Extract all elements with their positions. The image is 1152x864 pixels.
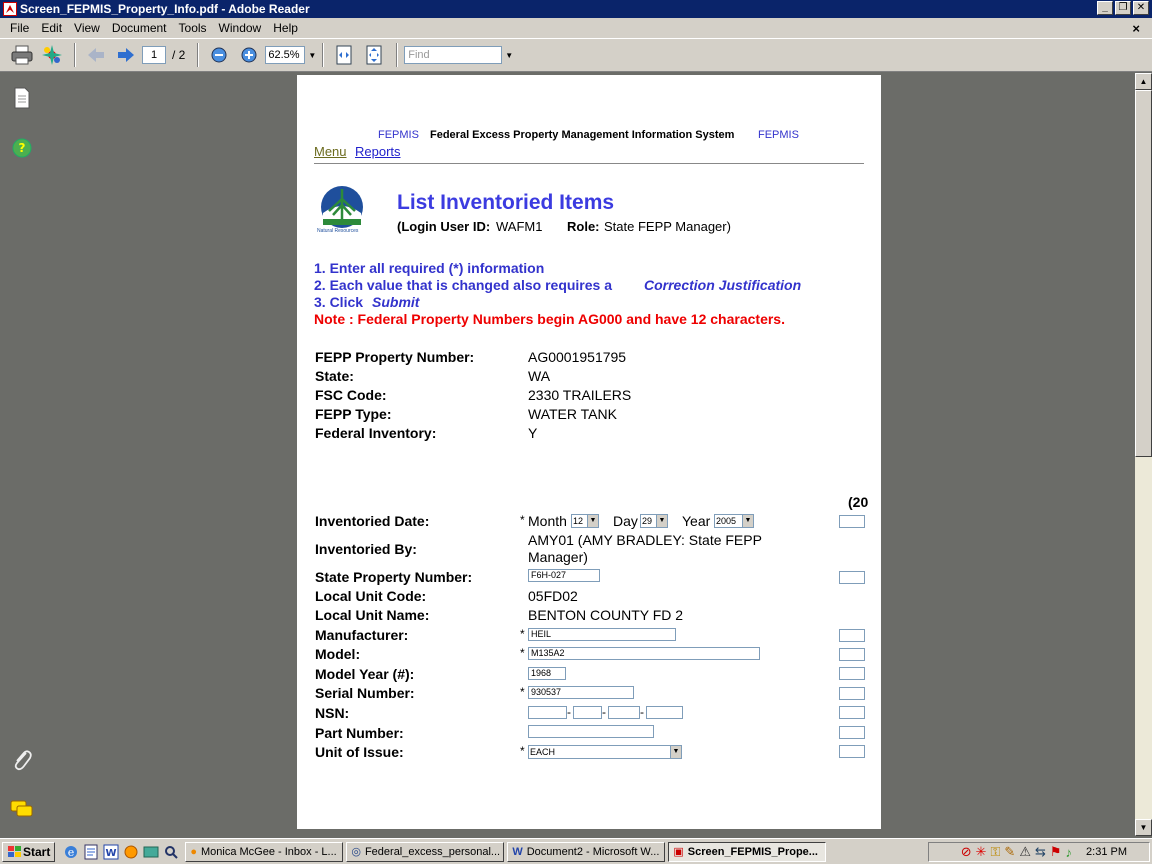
- warning-icon[interactable]: ⚠: [1019, 844, 1031, 859]
- internet-explorer-icon[interactable]: [63, 844, 79, 860]
- nsn-separator: -: [567, 705, 571, 719]
- nsn-input-3[interactable]: [608, 706, 640, 719]
- header-divider: [314, 163, 864, 164]
- arrow-left-icon: [86, 46, 106, 64]
- dropdown-arrow-icon: ▼: [587, 515, 598, 527]
- model-year-input[interactable]: 1968: [528, 667, 566, 680]
- correction-field[interactable]: [839, 648, 865, 661]
- task-word[interactable]: [507, 842, 665, 862]
- fit-page-icon: [365, 45, 383, 65]
- close-button[interactable]: ✕: [1133, 1, 1149, 15]
- correction-field[interactable]: [839, 706, 865, 719]
- svg-text:W: W: [105, 847, 117, 859]
- model-input[interactable]: M135A2: [528, 647, 760, 660]
- pencil-icon[interactable]: ✎: [1004, 844, 1016, 859]
- role-value: State FEPP Manager): [604, 219, 731, 234]
- windows-logo-icon: [7, 845, 23, 859]
- print-button[interactable]: [8, 42, 36, 68]
- restore-button[interactable]: ❐: [1115, 1, 1131, 15]
- login-value: WAFM1: [496, 219, 543, 234]
- svg-text:e: e: [68, 845, 75, 859]
- month-label: Month: [528, 513, 567, 529]
- volume-icon[interactable]: ♪: [1065, 844, 1073, 860]
- instruction-2-emphasis: Correction Justification: [644, 277, 802, 293]
- dropdown-arrow-icon: ▼: [656, 515, 667, 527]
- correction-field[interactable]: [839, 745, 865, 758]
- fit-width-icon: [335, 45, 353, 65]
- state-property-label: State Property Number:: [315, 569, 473, 585]
- info-value-fepp-type: WATER TANK: [528, 406, 617, 422]
- correction-field[interactable]: [839, 629, 865, 642]
- page-total: / 2: [172, 48, 186, 62]
- correction-field[interactable]: [839, 667, 865, 680]
- required-asterisk: *: [520, 627, 525, 641]
- app-icon[interactable]: [123, 844, 139, 860]
- page-title: List Inventoried Items: [397, 191, 615, 214]
- login-label: (Login User ID:: [397, 219, 491, 234]
- zoom-in-button[interactable]: [235, 42, 263, 68]
- serial-number-label: Serial Number:: [315, 685, 415, 701]
- find-dropdown-icon[interactable]: ▼: [505, 50, 514, 60]
- manufacturer-label: Manufacturer:: [315, 627, 409, 643]
- note-text: Note : Federal Property Numbers begin AG000 and have 12 characters.: [314, 311, 785, 327]
- menu-bar: [0, 18, 1152, 38]
- navigation-pane: [0, 73, 44, 836]
- vertical-scrollbar[interactable]: [1135, 73, 1152, 836]
- required-asterisk: *: [520, 513, 525, 527]
- year-label: Year: [682, 513, 711, 529]
- model-label: Model:: [315, 646, 361, 662]
- window-title: Screen_FEPMIS_Property_Info.pdf - Adobe Reader: [20, 2, 310, 16]
- local-unit-code-label: Local Unit Code:: [315, 588, 427, 604]
- year-value: 2005: [716, 516, 737, 526]
- instruction-2: 2. Each value that is changed also requires a: [314, 277, 613, 293]
- outlook-icon: ●: [190, 845, 197, 858]
- zoom-out-icon: [210, 46, 228, 64]
- info-label-fepp-type: FEPP Type:: [315, 406, 392, 422]
- security-icon[interactable]: ⊘: [960, 844, 972, 859]
- year-select[interactable]: [714, 514, 754, 528]
- serial-number-input[interactable]: 930537: [528, 686, 634, 699]
- menu-help[interactable]: Help: [273, 21, 298, 35]
- pages-icon[interactable]: [12, 87, 32, 109]
- find-input[interactable]: Find: [404, 46, 502, 64]
- correction-field[interactable]: [839, 726, 865, 739]
- system-name: Federal Excess Property Management Information System: [430, 129, 735, 141]
- task-explorer[interactable]: [346, 842, 504, 862]
- comments-icon[interactable]: [10, 799, 34, 819]
- local-unit-name-label: Local Unit Name:: [315, 607, 430, 623]
- local-unit-name-value: BENTON COUNTY FD 2: [528, 607, 684, 623]
- brand-left: FEPMIS: [378, 129, 419, 141]
- day-select[interactable]: [640, 514, 668, 528]
- inventoried-by-value: AMY01 (AMY BRADLEY: State FEPP: [528, 532, 762, 548]
- day-label: Day: [613, 513, 638, 529]
- info-label-fsc-code: FSC Code:: [315, 387, 387, 403]
- role-label: Role:: [567, 219, 600, 234]
- nsn-separator: -: [602, 705, 606, 719]
- correction-field[interactable]: [839, 515, 865, 528]
- brand-right: FEPMIS: [758, 129, 799, 141]
- menu-tools[interactable]: Tools: [178, 21, 207, 35]
- unit-of-issue-value: EACH: [530, 747, 556, 757]
- pdf-icon: ▣: [673, 846, 684, 858]
- arrow-right-icon: [116, 46, 136, 64]
- instruction-3-submit: Submit: [372, 294, 420, 310]
- info-value-state: WA: [528, 368, 551, 384]
- nsn-input-1[interactable]: [528, 706, 567, 719]
- nsn-label: NSN:: [315, 705, 350, 721]
- nsn-input-2[interactable]: [573, 706, 602, 719]
- part-number-input[interactable]: [528, 725, 654, 738]
- required-asterisk: *: [520, 646, 525, 660]
- notepad-icon[interactable]: [83, 844, 99, 860]
- nsn-input-4[interactable]: [646, 706, 683, 719]
- pdf-page: [297, 75, 881, 829]
- unit-of-issue-select[interactable]: [528, 745, 682, 759]
- task-adobe-reader[interactable]: [668, 842, 826, 862]
- menu-link[interactable]: Menu: [314, 144, 347, 159]
- start-label: Start: [23, 844, 51, 859]
- toolbar: [0, 38, 1152, 72]
- info-label-property-number: FEPP Property Number:: [315, 349, 475, 365]
- state-property-input[interactable]: F6H-027: [528, 569, 600, 582]
- page-number-input[interactable]: 1: [142, 46, 166, 64]
- unit-of-issue-label: Unit of Issue:: [315, 744, 404, 760]
- info-value-property-number: AG0001951795: [528, 349, 627, 365]
- task-label: Federal_excess_personal...: [364, 845, 501, 858]
- correction-field[interactable]: [839, 571, 865, 584]
- inventoried-date-label: Inventoried Date:: [315, 513, 430, 529]
- task-label: Document2 - Microsoft W...: [526, 845, 660, 858]
- menu-file[interactable]: File: [10, 21, 30, 35]
- fit-page-button[interactable]: [360, 42, 388, 68]
- clock[interactable]: 2:31 PM: [1086, 846, 1127, 858]
- system-tray: [928, 842, 1150, 862]
- dropdown-arrow-icon: ▼: [742, 515, 753, 527]
- task-label: Monica McGee - Inbox - L...: [201, 845, 337, 858]
- menu-document[interactable]: Document: [111, 21, 167, 35]
- part-number-label: Part Number:: [315, 725, 404, 741]
- attachment-icon[interactable]: [11, 748, 33, 772]
- minimize-button[interactable]: _: [1097, 1, 1113, 15]
- tool-icon[interactable]: [143, 844, 159, 860]
- help-icon[interactable]: [11, 137, 33, 159]
- info-value-federal-inventory: Y: [528, 425, 538, 441]
- info-value-fsc-code: 2330 TRAILERS: [528, 387, 632, 403]
- month-select[interactable]: [571, 514, 599, 528]
- network-icon[interactable]: ⚿: [990, 844, 1001, 859]
- nsn-separator: -: [640, 705, 644, 719]
- menu-edit[interactable]: Edit: [41, 21, 63, 35]
- scroll-up-icon[interactable]: ▲: [1135, 73, 1152, 90]
- alert-icon[interactable]: ✳: [975, 844, 987, 859]
- search-folder-icon: ◎: [351, 846, 361, 858]
- flag-icon[interactable]: ⚑: [1049, 844, 1062, 859]
- svg-text:?: ?: [18, 141, 26, 155]
- zoom-in-icon: [240, 46, 258, 64]
- next-page-button[interactable]: [112, 42, 140, 68]
- month-value: 12: [573, 516, 584, 526]
- pdf-icon: [3, 2, 17, 16]
- instruction-3: 3. Click: [314, 294, 364, 310]
- close-document-icon[interactable]: ×: [1132, 20, 1140, 36]
- inventoried-by-value-2: Manager): [528, 549, 588, 565]
- previous-page-button[interactable]: [82, 42, 110, 68]
- logo-caption: Natural Resources: [317, 228, 359, 234]
- task-outlook[interactable]: [185, 842, 343, 862]
- required-asterisk: *: [520, 744, 525, 758]
- dropdown-arrow-icon: ▼: [670, 746, 681, 758]
- info-label-federal-inventory: Federal Inventory:: [315, 425, 437, 441]
- organizer-button[interactable]: [38, 42, 66, 68]
- required-asterisk: *: [520, 685, 525, 699]
- scroll-thumb[interactable]: [1135, 90, 1152, 457]
- manufacturer-input[interactable]: HEIL: [528, 628, 676, 641]
- connection-icon[interactable]: ⇆: [1034, 844, 1046, 859]
- word-icon[interactable]: [103, 844, 119, 860]
- task-label: Screen_FEPMIS_Prope...: [687, 845, 818, 858]
- fit-width-button[interactable]: [330, 42, 358, 68]
- adobe-organizer-icon: [41, 44, 63, 66]
- correction-field[interactable]: [839, 687, 865, 700]
- local-unit-code-value: 05FD02: [528, 588, 578, 604]
- menu-view[interactable]: View: [74, 21, 100, 35]
- start-button[interactable]: [2, 842, 55, 862]
- info-label-state: State:: [315, 368, 354, 384]
- search-icon[interactable]: [163, 844, 179, 860]
- model-year-label: Model Year (#):: [315, 666, 415, 682]
- zoom-level-select[interactable]: 62.5%: [265, 46, 305, 64]
- taskbar: [0, 838, 1152, 864]
- right-column-header: (20: [848, 494, 869, 510]
- menu-window[interactable]: Window: [218, 21, 262, 35]
- word-doc-icon: W: [512, 845, 523, 858]
- inventoried-by-label: Inventoried By:: [315, 541, 417, 557]
- scroll-down-icon[interactable]: ▼: [1135, 819, 1152, 836]
- zoom-dropdown-icon[interactable]: ▼: [308, 50, 317, 60]
- dnr-logo: [315, 185, 369, 239]
- day-value: 29: [642, 516, 653, 526]
- reports-link[interactable]: Reports: [355, 144, 401, 159]
- printer-icon: [11, 45, 33, 65]
- instruction-1: 1. Enter all required (*) information: [314, 260, 545, 276]
- title-bar[interactable]: [0, 0, 1152, 18]
- zoom-out-button[interactable]: [205, 42, 233, 68]
